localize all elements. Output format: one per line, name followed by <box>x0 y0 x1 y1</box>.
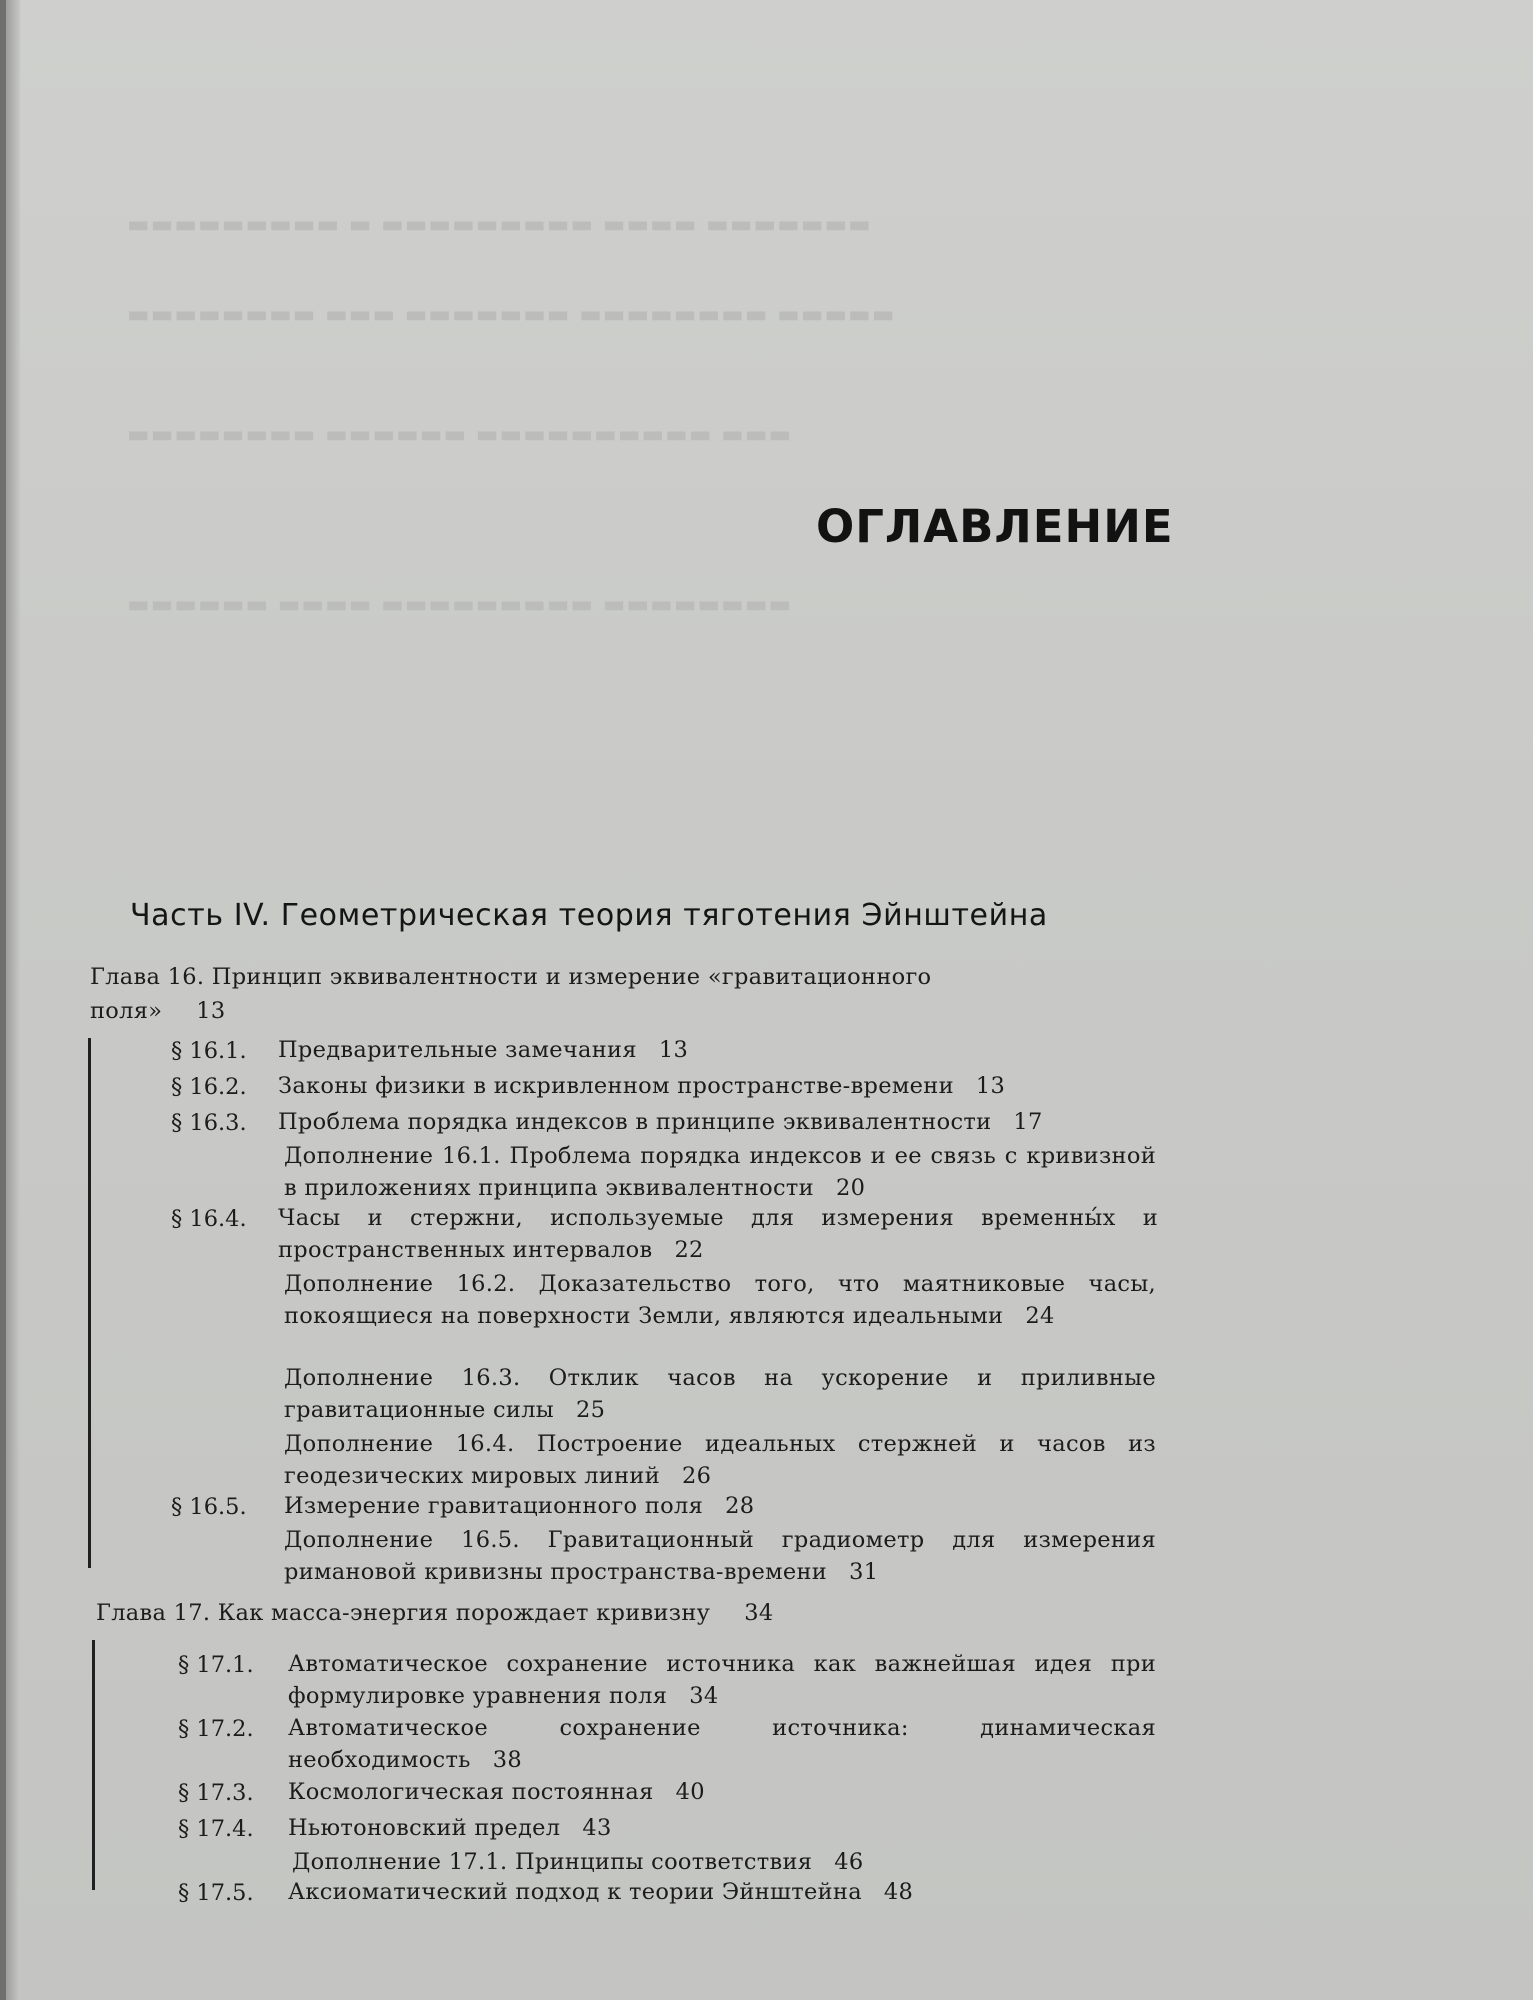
section-number: § 16.2. <box>171 1074 247 1100</box>
page-title: ОГЛАВЛЕНИЕ <box>816 500 1174 553</box>
toc-entry: Автоматическое сохранение источника как важнейшая идея при формулировке уравнения поля 34 <box>288 1651 1156 1709</box>
section-number: § 17.4. <box>178 1816 254 1842</box>
section-number: § 16.1. <box>171 1038 247 1064</box>
section-number: § 17.5. <box>178 1880 254 1906</box>
toc-entry: Космологическая постоянная 40 <box>288 1779 705 1805</box>
toc-supplement: Дополнение 17.1. Принципы соответствия 46 <box>292 1849 864 1875</box>
section-number: § 16.4. <box>171 1206 247 1232</box>
section-number: § 17.1. <box>178 1652 254 1678</box>
toc-entry: Законы физики в искривленном пространстве-времени 13 <box>278 1073 1006 1099</box>
book-page <box>6 0 1533 2000</box>
toc-entry: Часы и стержни, используемые для измерения временны́х и пространственных интервалов 22 <box>278 1205 1158 1263</box>
section-number: § 16.5. <box>171 1494 247 1520</box>
toc-supplement: Дополнение 16.2. Доказательство того, что маятниковые часы, покоящиеся на поверхности Земли, являются идеальными 24 <box>284 1271 1156 1329</box>
toc-entry: Автоматическое сохранение источника: динамическая необходимость 38 <box>288 1715 1156 1773</box>
chapter-title: Глава 17. Как масса-энергия порождает кривизну 34 <box>96 1600 774 1626</box>
section-number: § 16.3. <box>171 1110 247 1136</box>
bleed-through: ▬▬▬ ▬▬▬▬▬▬▬▬▬▬ ▬▬▬▬▬▬ ▬▬▬▬▬▬▬▬ <box>126 420 792 448</box>
section-number: § 17.2. <box>178 1716 254 1742</box>
toc-supplement: Дополнение 16.4. Построение идеальных стержней и часов из геодезических мировых линий 26 <box>284 1431 1156 1489</box>
chapter-bracket <box>92 1640 95 1890</box>
toc-supplement: Дополнение 16.1. Проблема порядка индексов и ее связь с кривизной в приложениях принципа эквивалентности 20 <box>284 1143 1156 1201</box>
chapter-title-cont: поля» 13 <box>90 998 226 1024</box>
toc-entry: Ньютоновский предел 43 <box>288 1815 612 1841</box>
toc-entry: Аксиоматический подход к теории Эйнштейна 48 <box>288 1879 914 1905</box>
chapter-bracket <box>88 1038 91 1568</box>
chapter-title: Глава 16. Принцип эквивалентности и измерение «гравитационного <box>90 964 932 990</box>
bleed-through: ▬▬▬▬▬▬▬ ▬▬▬▬ ▬▬▬▬▬▬▬▬▬ ▬ ▬▬▬▬▬▬▬▬▬ <box>126 210 871 238</box>
bleed-through: ▬▬▬▬▬ ▬▬▬▬▬▬▬▬ ▬▬▬▬▬▬▬ ▬▬▬ ▬▬▬▬▬▬▬▬ <box>126 300 895 328</box>
toc-entry: Предварительные замечания 13 <box>278 1037 689 1063</box>
toc-supplement: Дополнение 16.3. Отклик часов на ускорение и приливные гравитационные силы 25 <box>284 1365 1156 1423</box>
bleed-through: ▬▬▬▬▬▬▬▬ ▬▬▬▬▬▬▬▬▬ ▬▬▬▬ ▬▬▬▬▬▬ <box>126 590 792 618</box>
page-edge <box>6 0 20 2000</box>
section-number: § 17.3. <box>178 1780 254 1806</box>
toc-entry: Измерение гравитационного поля 28 <box>284 1493 755 1519</box>
part-heading: Часть IV. Геометрическая теория тяготения Эйнштейна <box>130 898 1048 933</box>
toc-entry: Проблема порядка индексов в принципе эквивалентности 17 <box>278 1109 1043 1135</box>
toc-supplement: Дополнение 16.5. Гравитационный градиометр для измерения римановой кривизны пространства-времени 31 <box>284 1527 1156 1585</box>
